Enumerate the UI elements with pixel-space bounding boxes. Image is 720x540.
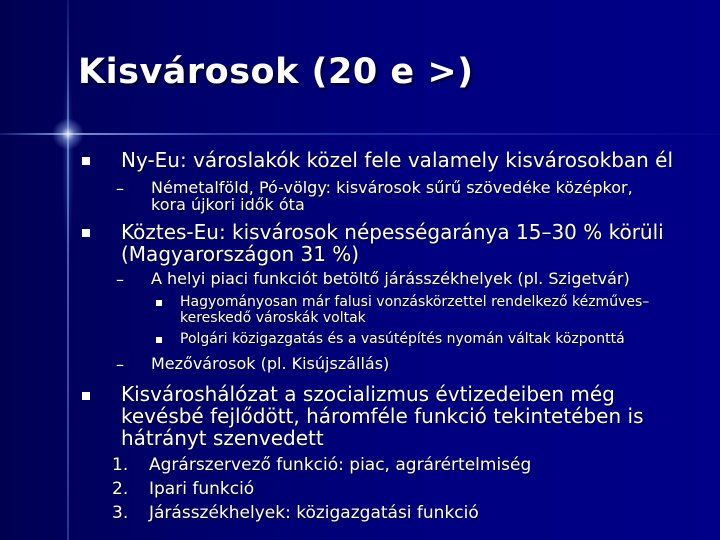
bullet-3-line-2: kevésbé fejlődött, háromféle funkció tekintetében is: [121, 404, 644, 428]
bullet-2-subsub-1-line-1: Hagyományosan már falusi vonzáskörzettel rendelkező kézműves–: [180, 294, 650, 310]
bullet-2-subsub-2: Polgári közigazgatás és a vasútépítés nyomán váltak központtá: [180, 331, 625, 347]
bullet-2-line-2: (Magyarországon 31 %): [121, 242, 360, 266]
bullet-2-subsub-1-line-2: kereskedő városkák voltak: [180, 310, 366, 326]
bullet-square-icon: [82, 229, 90, 237]
bullet-square-icon: [156, 337, 162, 343]
list-item: Ipari funkció: [149, 479, 255, 499]
bullet-2-sub-1: A helyi piaci funkciót betöltő járásszékhelyek (pl. Szigetvár): [151, 269, 630, 288]
decorative-line-horizontal: [0, 133, 720, 135]
list-item: Járásszékhelyek: közigazgatási funkció: [149, 503, 479, 523]
bullet-1-sub-line-2: kora újkori idők óta: [151, 195, 305, 214]
bullet-3-line-1: Kisvároshálózat a szocializmus évtizedeiben még: [121, 382, 615, 406]
bullet-1-text: Ny-Eu: városlakók közel fele valamely kisvárosokban él: [121, 148, 674, 172]
bullet-2-sub-2: Mezővárosok (pl. Kisújszállás): [151, 354, 390, 373]
list-item: Agrárszervező funkció: piac, agrárértelmiség: [149, 455, 532, 475]
slide-title: Kisvárosok (20 e >): [78, 52, 474, 92]
bullet-3-line-3: hátrányt szenvedett: [121, 426, 324, 450]
bullet-square-icon: [82, 392, 90, 400]
bullet-1-sub-line-1: Németalföld, Pó-völgy: kisvárosok sűrű szövedéke középkor,: [151, 178, 633, 197]
bullet-square-icon: [82, 157, 90, 165]
dash-icon: –: [116, 179, 124, 198]
dash-icon: –: [116, 355, 124, 374]
dash-icon: –: [116, 270, 124, 289]
list-number: 3.: [112, 503, 129, 523]
bullet-square-icon: [156, 300, 162, 306]
decorative-line-vertical: [67, 0, 69, 540]
decorative-flare: [52, 118, 84, 150]
list-number: 2.: [112, 479, 129, 499]
list-number: 1.: [112, 455, 129, 475]
bullet-2-line-1: Köztes-Eu: kisvárosok népességaránya 15–30 % körüli: [121, 220, 664, 244]
